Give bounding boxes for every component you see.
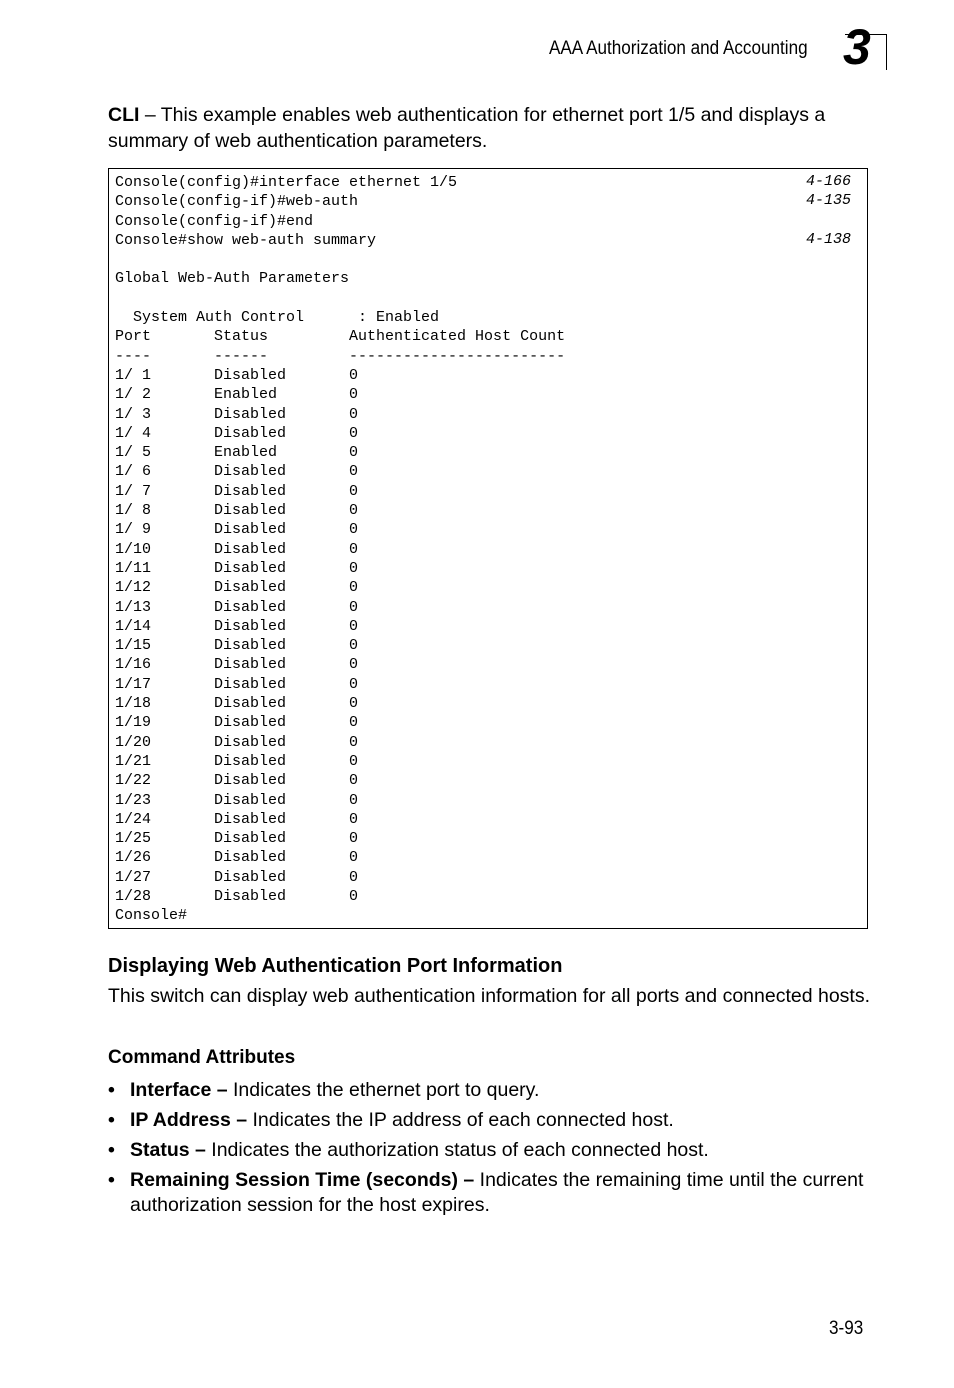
code-line: 1/10 Disabled 0: [115, 540, 359, 558]
chapter-number: 3: [843, 19, 871, 75]
code-line: System Auth Control : Enabled: [115, 309, 440, 327]
attribute-term: Remaining Session Time (seconds) –: [130, 1169, 475, 1191]
page-number: 3-93: [829, 1318, 864, 1339]
bullet-icon: •: [108, 1169, 115, 1191]
code-line: Global Web-Auth Parameters: [115, 270, 350, 288]
attribute-item: [108, 1078, 868, 1103]
attribute-item: [108, 1168, 868, 1218]
code-line: 1/11 Disabled 0: [115, 559, 359, 577]
attribute-list: [108, 1078, 868, 1223]
section-body: This switch can display web authentication information for all ports and connected hosts.: [108, 985, 870, 1007]
code-line: 1/22 Disabled 0: [115, 772, 359, 790]
code-line: 1/20 Disabled 0: [115, 733, 359, 751]
running-header-title: AAA Authorization and Accounting: [549, 38, 808, 59]
attribute-term: IP Address –: [130, 1109, 248, 1131]
intro-text: – This example enables web authentication for ethernet port 1/5 and displays a summary of web authentication parameters.: [108, 104, 826, 152]
attribute-item: [108, 1108, 868, 1133]
code-line: 1/ 1 Disabled 0: [115, 366, 359, 384]
code-line: Console(config-if)#web-auth: [115, 193, 359, 211]
code-line: 1/19 Disabled 0: [115, 714, 359, 732]
code-line: 1/23 Disabled 0: [115, 791, 359, 809]
code-line: 1/ 7 Disabled 0: [115, 482, 359, 500]
ref-show-web-auth: 4-138: [805, 231, 851, 248]
attribute-term: Status –: [130, 1139, 206, 1161]
code-line: Console(config-if)#end: [115, 212, 314, 230]
code-line: 1/ 5 Enabled 0: [115, 444, 359, 462]
attribute-desc: Indicates the IP address of each connected host.: [247, 1109, 674, 1131]
bullet-icon: •: [108, 1139, 115, 1161]
code-line: Console#: [115, 907, 188, 925]
code-line: 1/ 2 Enabled 0: [115, 386, 359, 404]
attribute-desc: Indicates the authorization status of each connected host.: [205, 1139, 709, 1161]
code-line: 1/12 Disabled 0: [115, 579, 359, 597]
intro-paragraph: [108, 102, 878, 154]
code-line: 1/17 Disabled 0: [115, 675, 359, 693]
attribute-term: Interface –: [130, 1079, 228, 1101]
code-line: 1/ 8 Disabled 0: [115, 502, 359, 520]
code-line: 1/26 Disabled 0: [115, 849, 359, 867]
ref-web-auth: 4-135: [805, 192, 851, 209]
attribute-item: [108, 1138, 868, 1163]
code-line: 1/ 6 Disabled 0: [115, 463, 359, 481]
code-line: 1/ 9 Disabled 0: [115, 521, 359, 539]
cli-example-box: [108, 168, 868, 929]
code-line: 1/15 Disabled 0: [115, 637, 359, 655]
code-line: 1/27 Disabled 0: [115, 868, 359, 886]
code-line: 1/18 Disabled 0: [115, 695, 359, 713]
code-line: 1/21 Disabled 0: [115, 752, 359, 770]
attribute-desc: Indicates the remaining time until the current authorization session for the host expires.: [130, 1169, 864, 1216]
code-line: Console#show web-auth summary: [115, 231, 377, 249]
intro-label: CLI: [108, 104, 140, 126]
code-line: Port Status Authenticated Host Count: [115, 328, 566, 346]
section-heading: Displaying Web Authentication Port Information: [108, 955, 563, 977]
code-line: 1/28 Disabled 0: [115, 887, 359, 905]
chapter-rule-vertical: [886, 34, 887, 70]
code-line: 1/14 Disabled 0: [115, 617, 359, 635]
command-attributes-heading: Command Attributes: [108, 1047, 296, 1068]
code-line: 1/24 Disabled 0: [115, 810, 359, 828]
code-line: Console(config)#interface ethernet 1/5: [115, 174, 458, 191]
code-line: ---- ------ ------------------------: [115, 347, 566, 365]
cli-code-block: [115, 173, 565, 926]
code-line: 1/ 3 Disabled 0: [115, 405, 359, 423]
code-line: 1/13 Disabled 0: [115, 598, 359, 616]
ref-interface-ethernet: 4-166: [805, 173, 851, 190]
bullet-icon: •: [108, 1109, 115, 1131]
code-line: 1/ 4 Disabled 0: [115, 424, 359, 442]
bullet-icon: •: [108, 1079, 115, 1101]
attribute-desc: Indicates the ethernet port to query.: [227, 1079, 540, 1101]
code-line: 1/25 Disabled 0: [115, 830, 359, 848]
code-line: 1/16 Disabled 0: [115, 656, 359, 674]
